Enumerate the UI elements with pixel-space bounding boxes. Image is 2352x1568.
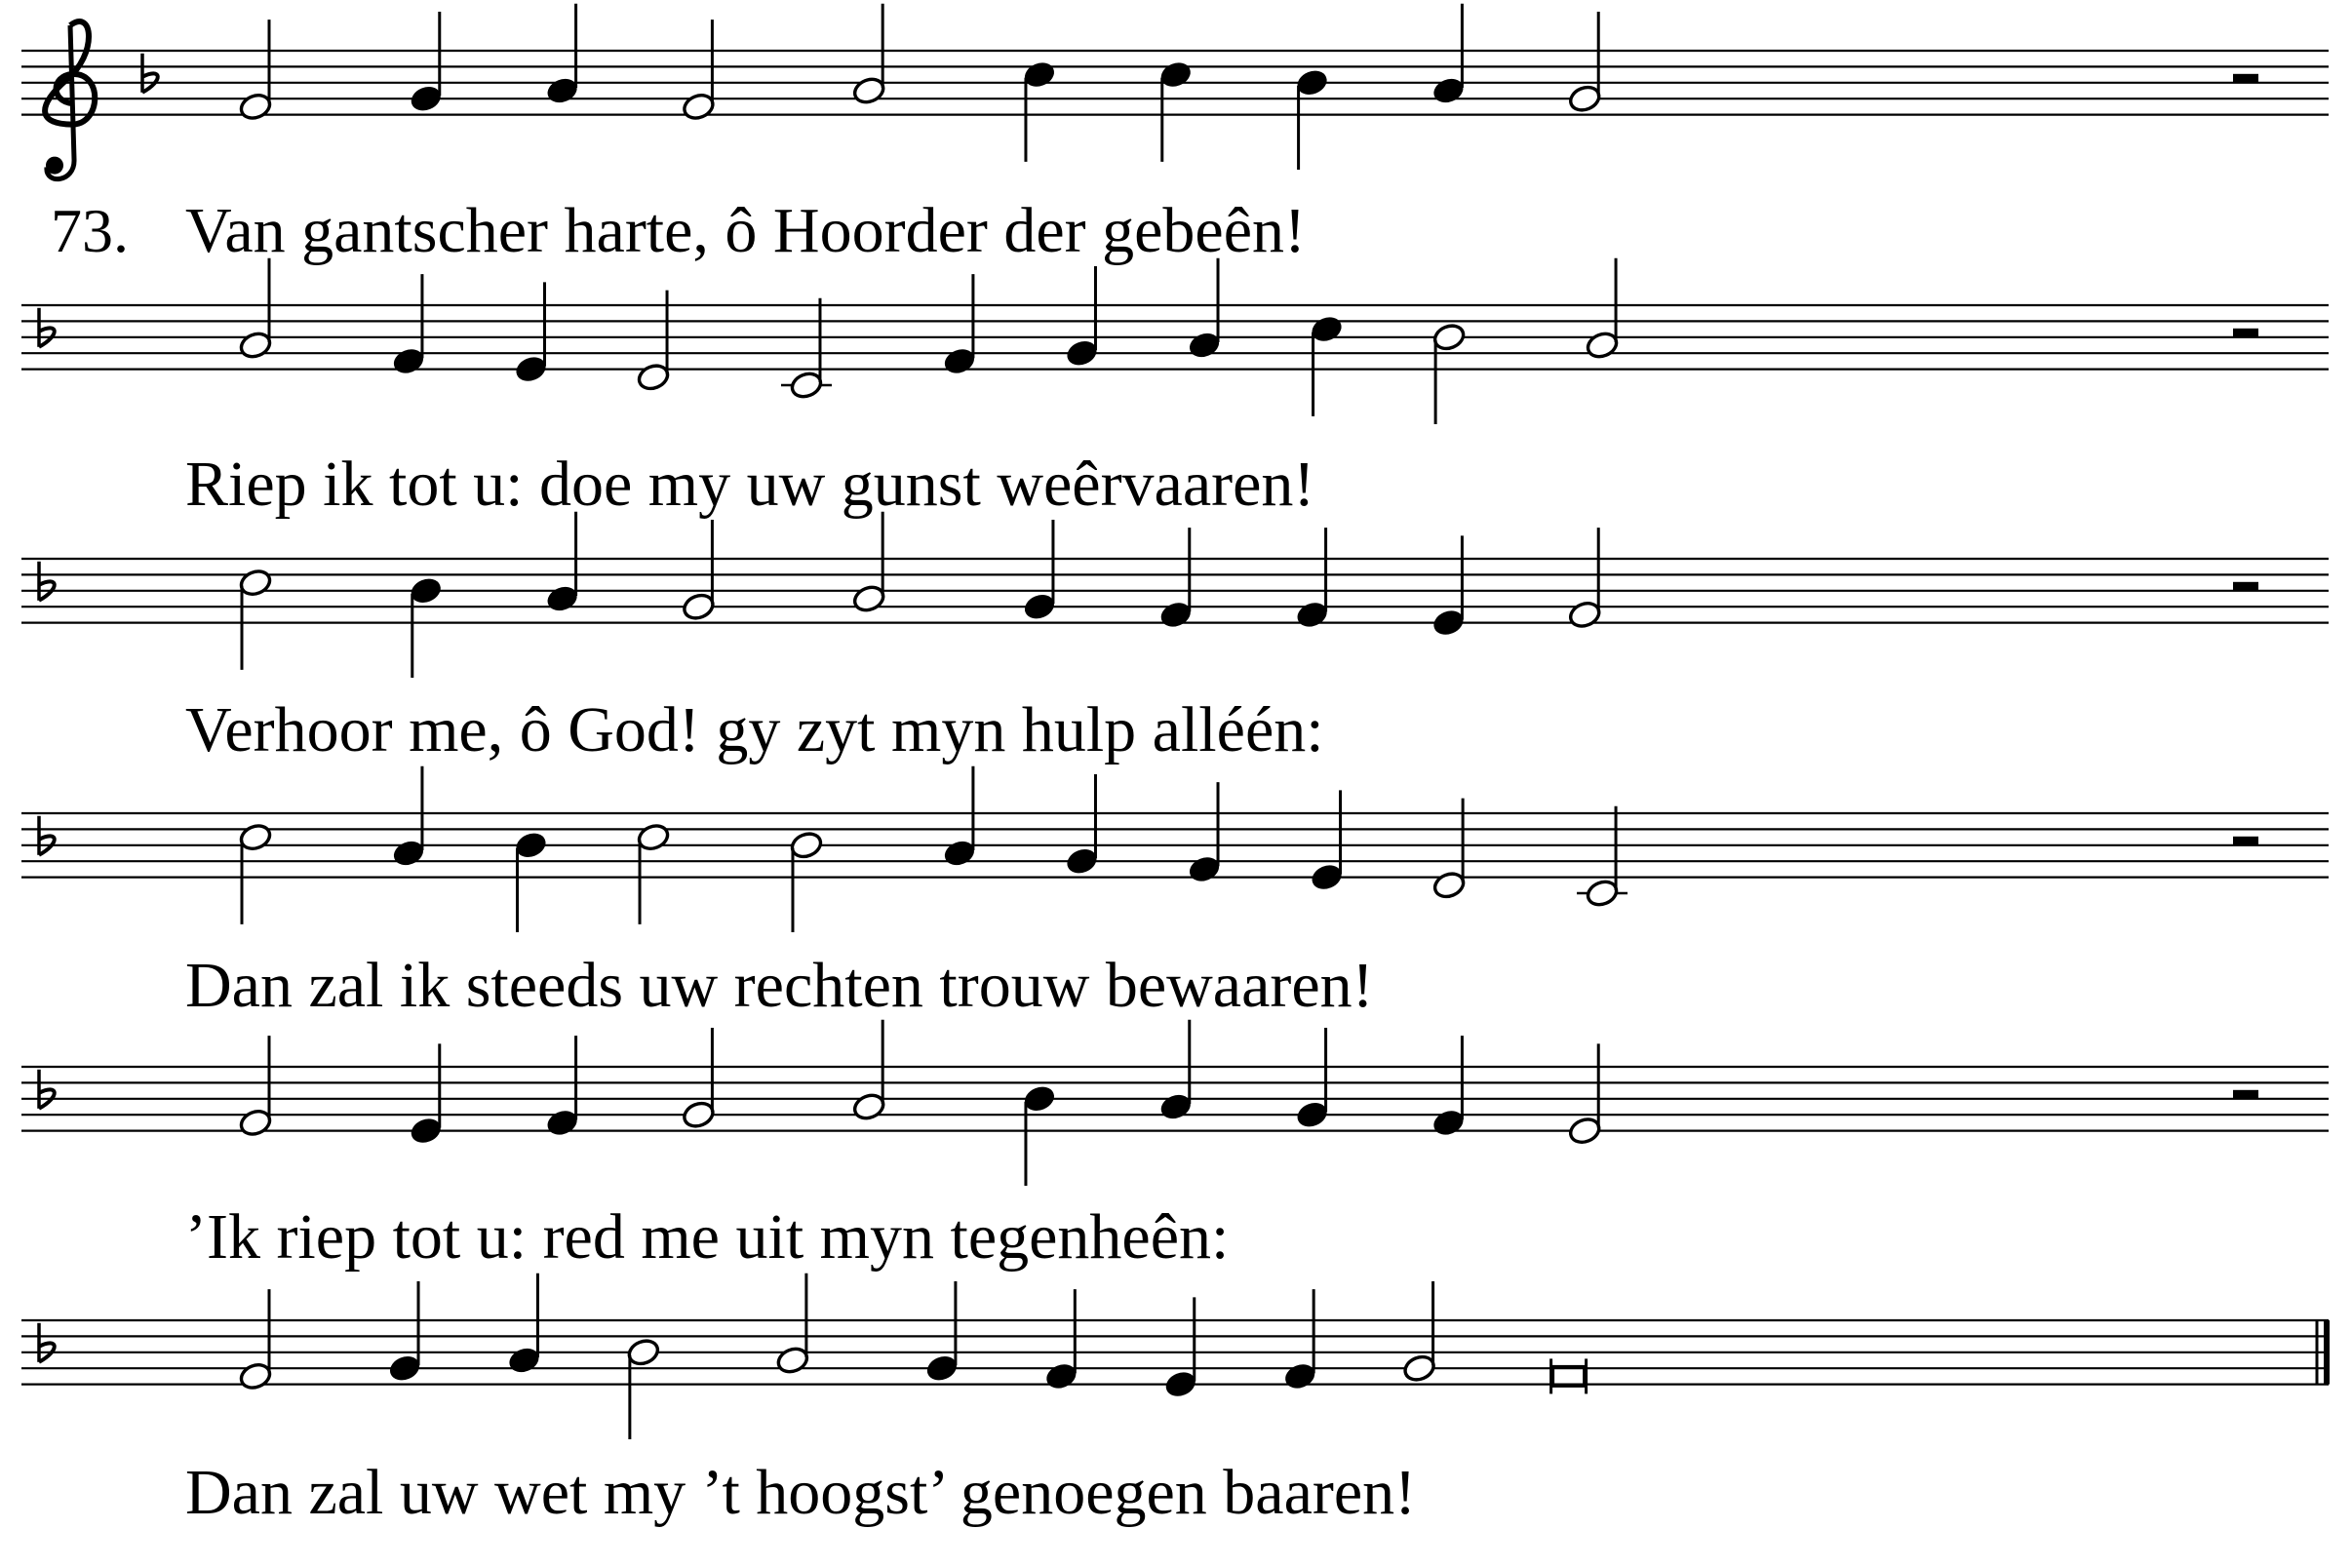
note-F4-half xyxy=(238,20,273,122)
note-C5-quarter xyxy=(1158,59,1194,162)
note-F4-quarter xyxy=(1043,1289,1078,1392)
note-F4-quarter xyxy=(1295,528,1330,630)
note-F4-quarter xyxy=(1187,782,1222,884)
note-A4-quarter xyxy=(391,766,426,869)
note-F4-breve xyxy=(1551,1358,1587,1393)
lyric-line-2: Riep ik tot u: doe my uw gunst weêrvaaren! xyxy=(185,449,1315,520)
note-C5-half xyxy=(238,568,273,670)
note-Bb4-half xyxy=(789,830,824,932)
note-A4-half xyxy=(238,258,273,361)
note-E4-quarter xyxy=(1431,535,1466,638)
staff xyxy=(21,813,2329,878)
note-F4-quarter xyxy=(1431,1036,1466,1138)
note-A4-quarter xyxy=(1187,258,1222,361)
note-F4-half xyxy=(1567,528,1602,630)
note-E4-quarter xyxy=(1310,790,1345,892)
lyric-line-1: Van gantscher harte, ô Hoorder der gebeên! xyxy=(185,195,1306,266)
staff-system-5 xyxy=(21,1020,2329,1273)
note-Bb4-quarter xyxy=(1022,1083,1057,1186)
lyric-line-3: Verhoor me, ô God! gy zyt myn hulp alléén: xyxy=(185,694,1324,765)
treble-clef-dot xyxy=(46,157,63,175)
note-G4-half xyxy=(1567,12,1602,114)
note-C5-quarter xyxy=(1022,59,1057,162)
note-F4-quarter xyxy=(1158,528,1194,630)
note-F4-half xyxy=(238,1289,273,1392)
note-F4-half xyxy=(238,1036,273,1138)
note-A4-quarter xyxy=(1158,1020,1194,1122)
note-C4-half xyxy=(1577,806,1627,909)
note-G4-quarter xyxy=(1064,266,1099,369)
half-rest-icon xyxy=(2233,329,2258,337)
note-G4-half xyxy=(681,520,716,622)
half-rest-icon xyxy=(2233,837,2258,845)
staff-system-4 xyxy=(21,766,2329,1021)
note-A4-quarter xyxy=(545,512,580,614)
note-Bb4-half xyxy=(1431,322,1467,424)
staff-system-1 xyxy=(21,4,2329,266)
note-F4-quarter xyxy=(1282,1289,1317,1392)
staff-system-6 xyxy=(21,1274,2329,1528)
lyric-line-5: ’Ik riep tot u: red me uit myn tegenheên: xyxy=(185,1201,1230,1273)
note-G4-quarter xyxy=(1064,774,1099,877)
note-F4-quarter xyxy=(391,274,426,376)
note-E4-quarter xyxy=(409,1043,444,1146)
note-G4-half xyxy=(1402,1281,1437,1384)
note-A4-half xyxy=(851,4,886,106)
breve-head xyxy=(1553,1366,1585,1386)
staff-system-2 xyxy=(21,258,2329,520)
note-C5-quarter xyxy=(1310,314,1345,416)
note-A4-half xyxy=(1585,258,1620,361)
note-Bb4-quarter xyxy=(513,830,548,932)
half-rest-icon xyxy=(2233,74,2258,83)
hymn-number-layer xyxy=(51,196,129,265)
note-A4-quarter xyxy=(942,766,977,869)
half-rest-icon xyxy=(2233,1090,2258,1099)
note-G4-quarter xyxy=(1022,520,1057,622)
note-G4-quarter xyxy=(409,12,444,114)
note-Bb4-quarter xyxy=(1295,67,1330,170)
staff-system-3 xyxy=(21,512,2329,765)
note-F4-half xyxy=(681,20,716,122)
note-E4-quarter xyxy=(1163,1297,1198,1399)
note-A4-quarter xyxy=(1431,4,1466,106)
note-G4-half xyxy=(681,1028,716,1130)
note-E4-half xyxy=(1567,1043,1602,1146)
lyric-line-4: Dan zal ik steeds uw rechten trouw bewaaren! xyxy=(185,950,1374,1021)
note-C5-half xyxy=(238,822,273,924)
note-A4-half xyxy=(851,1020,886,1122)
note-F4-quarter xyxy=(942,274,977,376)
note-G4-quarter xyxy=(1295,1028,1330,1130)
note-Bb4-half xyxy=(626,1337,661,1439)
note-G4-quarter xyxy=(387,1281,422,1384)
note-F4-quarter xyxy=(545,1036,580,1138)
note-A4-half xyxy=(851,512,886,614)
hymn-number: 73. xyxy=(51,196,129,265)
lyric-line-6: Dan zal uw wet my ’t hoogst’ genoegen baaren! xyxy=(185,1457,1417,1528)
note-E4-quarter xyxy=(513,282,548,384)
note-A4-quarter xyxy=(545,4,580,106)
note-A4-half xyxy=(775,1274,810,1376)
note-G4-quarter xyxy=(924,1281,960,1384)
note-C4-half xyxy=(781,298,832,401)
half-rest-icon xyxy=(2233,582,2258,591)
note-C5-half xyxy=(636,822,671,924)
note-A4-quarter xyxy=(506,1274,541,1376)
staff-systems xyxy=(21,4,2329,1528)
staff xyxy=(21,305,2329,370)
note-Bb4-quarter xyxy=(409,575,444,678)
